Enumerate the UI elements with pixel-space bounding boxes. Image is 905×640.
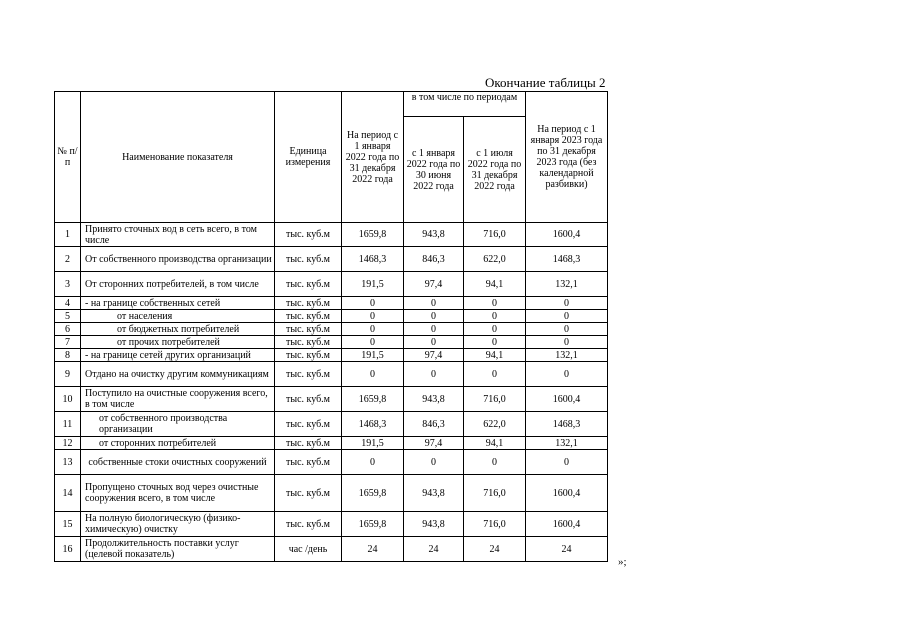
row-name: - на границе сетей других организаций: [81, 349, 275, 362]
value-2022: 1468,3: [342, 412, 404, 437]
header-period-2023: На период с 1 января 2023 года по 31 декабря 2023 года (без календарной разбивки): [526, 92, 608, 223]
row-name: Поступило на очистные сооружения всего, в том числе: [81, 387, 275, 412]
row-unit: тыс. куб.м: [275, 362, 342, 387]
row-number: 2: [55, 247, 81, 272]
value-2022: 0: [342, 336, 404, 349]
row-number: 11: [55, 412, 81, 437]
value-2023: 0: [526, 336, 608, 349]
value-2023: 0: [526, 323, 608, 336]
row-name: От сторонних потребителей, в том числе: [81, 272, 275, 297]
table-row: [55, 412, 608, 437]
row-name: Принято сточных вод в сеть всего, в том числе: [81, 223, 275, 247]
header-unit: Единица измерения: [275, 92, 342, 223]
table-row: [55, 297, 608, 310]
value-h1: 0: [404, 362, 464, 387]
value-h2: 716,0: [464, 387, 526, 412]
value-2023: 1600,4: [526, 387, 608, 412]
value-2022: 1659,8: [342, 512, 404, 537]
row-number: 14: [55, 475, 81, 512]
value-2022: 191,5: [342, 349, 404, 362]
value-2022: 191,5: [342, 437, 404, 450]
row-name: От собственного производства организации: [81, 247, 275, 272]
row-unit: час /день: [275, 537, 342, 562]
value-2023: 1600,4: [526, 512, 608, 537]
value-2022: 0: [342, 297, 404, 310]
value-2022: 0: [342, 310, 404, 323]
value-2023: 0: [526, 310, 608, 323]
table-row: [55, 310, 608, 323]
row-number: 15: [55, 512, 81, 537]
row-unit: тыс. куб.м: [275, 349, 342, 362]
header-period-h1: с 1 января 2022 года по 30 июня 2022 года: [404, 117, 464, 223]
row-unit: тыс. куб.м: [275, 272, 342, 297]
row-unit: тыс. куб.м: [275, 247, 342, 272]
header-period-h2: с 1 июля 2022 года по 31 декабря 2022 года: [464, 117, 526, 223]
table-row: [55, 362, 608, 387]
row-number: 3: [55, 272, 81, 297]
value-h1: 97,4: [404, 272, 464, 297]
value-2022: 24: [342, 537, 404, 562]
row-name: от собственного производства организации: [81, 412, 275, 437]
value-2022: 0: [342, 362, 404, 387]
table-row: [55, 247, 608, 272]
table-row: [55, 387, 608, 412]
value-h2: 0: [464, 310, 526, 323]
value-h1: 846,3: [404, 247, 464, 272]
value-h1: 943,8: [404, 387, 464, 412]
value-2022: 0: [342, 323, 404, 336]
value-2023: 0: [526, 362, 608, 387]
value-2023: 132,1: [526, 437, 608, 450]
value-2022: 1659,8: [342, 223, 404, 247]
value-h1: 0: [404, 450, 464, 475]
row-number: 8: [55, 349, 81, 362]
value-2023: 1468,3: [526, 412, 608, 437]
value-h1: 943,8: [404, 223, 464, 247]
value-2023: 1600,4: [526, 223, 608, 247]
row-name: от населения: [81, 310, 275, 323]
row-name: На полную биологическую (физико-химическую) очистку: [81, 512, 275, 537]
indicators-table: [54, 91, 608, 562]
value-h2: 622,0: [464, 247, 526, 272]
row-unit: тыс. куб.м: [275, 323, 342, 336]
value-h1: 846,3: [404, 412, 464, 437]
value-h2: 94,1: [464, 437, 526, 450]
table-row: [55, 437, 608, 450]
table-row: [55, 349, 608, 362]
value-2022: 0: [342, 450, 404, 475]
row-name: - на границе собственных сетей: [81, 297, 275, 310]
row-name: от сторонних потребителей: [81, 437, 275, 450]
value-2023: 0: [526, 450, 608, 475]
table-caption: Окончание таблицы 2: [485, 75, 606, 90]
value-h1: 97,4: [404, 437, 464, 450]
row-unit: тыс. куб.м: [275, 437, 342, 450]
value-h1: 0: [404, 297, 464, 310]
row-number: 4: [55, 297, 81, 310]
value-h1: 0: [404, 336, 464, 349]
row-unit: тыс. куб.м: [275, 310, 342, 323]
value-h2: 716,0: [464, 475, 526, 512]
row-unit: тыс. куб.м: [275, 297, 342, 310]
header-subperiods: в том числе по периодам: [404, 92, 526, 117]
row-name: Отдано на очистку другим коммуникациям: [81, 362, 275, 387]
value-h2: 94,1: [464, 349, 526, 362]
table-row: [55, 272, 608, 297]
row-unit: тыс. куб.м: [275, 336, 342, 349]
value-h2: 0: [464, 336, 526, 349]
table-row: [55, 537, 608, 562]
table-row: [55, 323, 608, 336]
row-number: 10: [55, 387, 81, 412]
value-h2: 0: [464, 297, 526, 310]
row-unit: тыс. куб.м: [275, 387, 342, 412]
value-h2: 94,1: [464, 272, 526, 297]
table-row: [55, 475, 608, 512]
value-2022: 191,5: [342, 272, 404, 297]
value-h2: 622,0: [464, 412, 526, 437]
row-name: собственные стоки очистных сооружений: [81, 450, 275, 475]
value-h2: 24: [464, 537, 526, 562]
row-unit: тыс. куб.м: [275, 450, 342, 475]
value-2023: 0: [526, 297, 608, 310]
value-h1: 97,4: [404, 349, 464, 362]
row-number: 7: [55, 336, 81, 349]
row-name: от бюджетных потребителей: [81, 323, 275, 336]
closing-quote: »;: [618, 556, 627, 568]
table-row: [55, 450, 608, 475]
value-h2: 0: [464, 323, 526, 336]
row-number: 16: [55, 537, 81, 562]
header-name: Наименование показателя: [81, 92, 275, 223]
value-2022: 1659,8: [342, 475, 404, 512]
value-2023: 1600,4: [526, 475, 608, 512]
row-number: 1: [55, 223, 81, 247]
value-h1: 0: [404, 323, 464, 336]
table-row: [55, 336, 608, 349]
value-2023: 132,1: [526, 349, 608, 362]
table-row: [55, 223, 608, 247]
row-unit: тыс. куб.м: [275, 475, 342, 512]
table-row: [55, 512, 608, 537]
row-unit: тыс. куб.м: [275, 412, 342, 437]
header-period-2022: На период с 1 января 2022 года по 31 декабря 2022 года: [342, 92, 404, 223]
row-number: 13: [55, 450, 81, 475]
value-2022: 1659,8: [342, 387, 404, 412]
value-h2: 716,0: [464, 223, 526, 247]
value-h2: 0: [464, 362, 526, 387]
value-h1: 0: [404, 310, 464, 323]
value-h2: 716,0: [464, 512, 526, 537]
row-number: 6: [55, 323, 81, 336]
value-h1: 24: [404, 537, 464, 562]
row-name: от прочих потребителей: [81, 336, 275, 349]
row-name: Продолжительность поставки услуг (целевой показатель): [81, 537, 275, 562]
row-unit: тыс. куб.м: [275, 223, 342, 247]
row-number: 9: [55, 362, 81, 387]
value-2023: 1468,3: [526, 247, 608, 272]
row-number: 5: [55, 310, 81, 323]
value-2023: 24: [526, 537, 608, 562]
row-number: 12: [55, 437, 81, 450]
table-body: [55, 223, 608, 562]
row-name: Пропущено сточных вод через очистные сооружения всего, в том числе: [81, 475, 275, 512]
value-h1: 943,8: [404, 475, 464, 512]
value-2022: 1468,3: [342, 247, 404, 272]
header-num: № п/п: [55, 92, 81, 223]
value-h1: 943,8: [404, 512, 464, 537]
value-h2: 0: [464, 450, 526, 475]
row-unit: тыс. куб.м: [275, 512, 342, 537]
value-2023: 132,1: [526, 272, 608, 297]
